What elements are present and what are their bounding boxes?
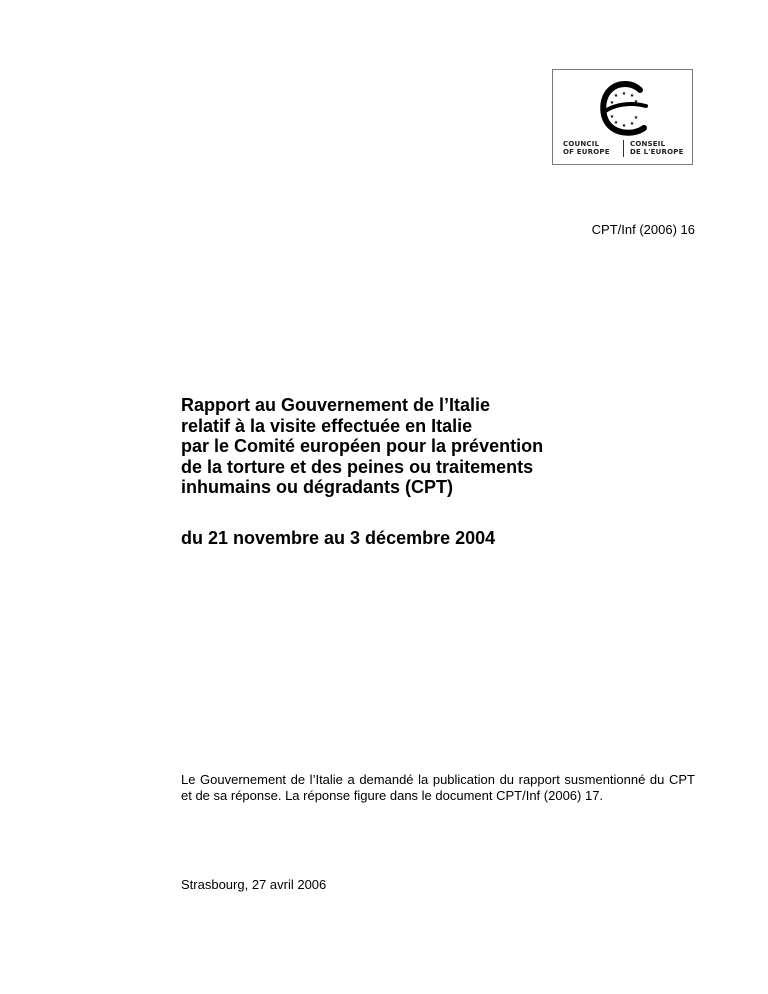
svg-text:★: ★	[633, 99, 639, 105]
logo-text-fr: CONSEIL DE L'EUROPE	[630, 140, 684, 156]
report-title-line: de la torture et des peines ou traitements	[181, 456, 534, 477]
visit-dates: du 21 novembre au 3 décembre 2004	[181, 528, 496, 548]
council-of-europe-logo	[552, 69, 693, 165]
logo-text-en: COUNCIL OF EUROPE	[563, 140, 610, 156]
report-title-line: relatif à la visite effectuée en Italie	[181, 415, 473, 436]
svg-text:★: ★	[609, 100, 615, 106]
publication-note: Le Gouvernement de l’Italie a demandé la publication du rapport susmentionné du CPT et de sa réponse. La réponse figure dans le document CPT/Inf (2006) 17.	[181, 772, 695, 803]
report-title-line: par le Comité européen pour la prévention	[181, 436, 544, 456]
report-title-line: Rapport au Gouvernement de l’Italie	[181, 395, 491, 415]
logo-divider	[623, 140, 624, 157]
document-reference: CPT/Inf (2006) 16	[591, 222, 695, 237]
report-title-line: inhumains ou dégradants (CPT)	[181, 477, 454, 497]
svg-text:★: ★	[629, 93, 635, 99]
place-and-date: Strasbourg, 27 avril 2006	[181, 877, 327, 892]
svg-text:★: ★	[629, 121, 635, 127]
svg-text:★: ★	[613, 120, 619, 126]
svg-text:★: ★	[621, 123, 627, 129]
report-title	[181, 395, 651, 498]
svg-text:★: ★	[621, 91, 627, 97]
svg-text:★: ★	[633, 115, 639, 121]
svg-text:★: ★	[613, 93, 619, 99]
council-of-europe-emblem-icon	[588, 78, 658, 140]
svg-text:★: ★	[609, 114, 615, 120]
